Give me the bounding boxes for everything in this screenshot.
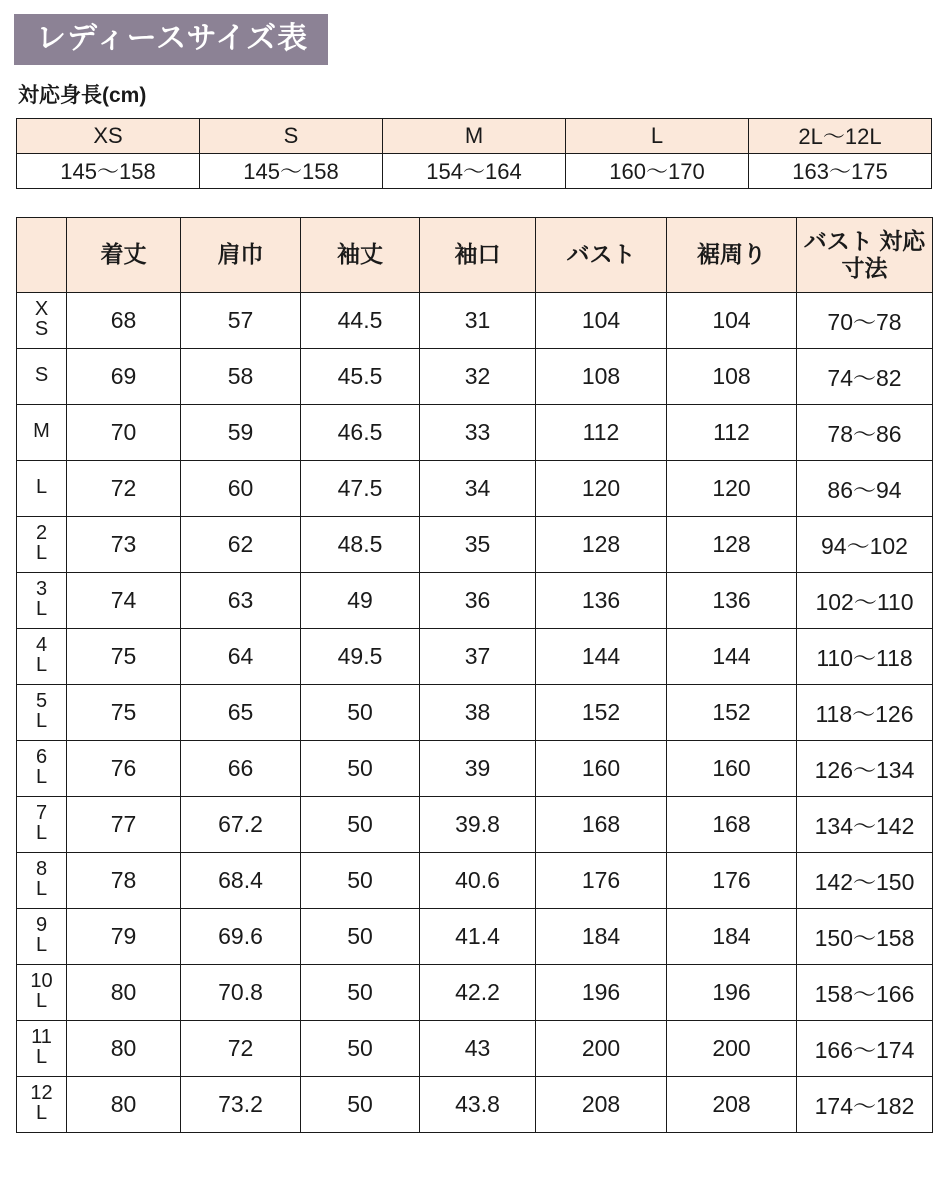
- height-range-s: 145〜158: [200, 153, 383, 188]
- section-spacer: [14, 189, 930, 217]
- row-header-size-line1: 11: [31, 1026, 52, 1049]
- table-cell: 75: [67, 628, 181, 684]
- height-range-xs: 145〜158: [17, 153, 200, 188]
- table-cell: 158〜166: [797, 964, 933, 1020]
- table-cell: 46.5: [301, 404, 420, 460]
- table-cell: 48.5: [301, 516, 420, 572]
- table-cell: 50: [301, 684, 420, 740]
- table-cell: 108: [536, 348, 667, 404]
- table-cell: 176: [667, 852, 797, 908]
- measurement-corner-cell: [17, 217, 67, 292]
- table-cell: 176: [536, 852, 667, 908]
- column-header-susomawari: 裾周り: [667, 217, 797, 292]
- row-header-size-line2: L: [35, 654, 48, 676]
- row-header-size-line2: L: [35, 710, 48, 732]
- table-cell: 78: [67, 852, 181, 908]
- table-row: [17, 628, 933, 684]
- table-cell: 144: [667, 628, 797, 684]
- table-cell: 174〜182: [797, 1076, 933, 1132]
- table-cell: 74: [67, 572, 181, 628]
- table-cell: 39: [420, 740, 536, 796]
- table-row: [17, 572, 933, 628]
- table-cell: 102〜110: [797, 572, 933, 628]
- table-cell: 50: [301, 740, 420, 796]
- table-row: [17, 796, 933, 852]
- table-cell: 50: [301, 796, 420, 852]
- table-row: [17, 460, 933, 516]
- table-cell: 160: [536, 740, 667, 796]
- row-header-size-line1: 6: [35, 746, 48, 769]
- height-table-header-row: [17, 118, 932, 153]
- table-cell: 76: [67, 740, 181, 796]
- row-header-size-line2: L: [35, 1102, 48, 1124]
- table-cell: 43: [420, 1020, 536, 1076]
- table-cell: 128: [667, 516, 797, 572]
- height-size-s: S: [200, 118, 383, 153]
- row-header-size-line2: L: [35, 1046, 48, 1068]
- column-header-sodeguchi: 袖口: [420, 217, 536, 292]
- table-cell: 104: [536, 292, 667, 348]
- row-header-size: [17, 628, 67, 684]
- table-cell: 184: [536, 908, 667, 964]
- table-cell: 77: [67, 796, 181, 852]
- table-row: [17, 404, 933, 460]
- height-size-l: L: [566, 118, 749, 153]
- table-cell: 67.2: [181, 796, 301, 852]
- row-header-size-line2: L: [35, 766, 48, 788]
- row-header-size: [17, 684, 67, 740]
- table-cell: 166〜174: [797, 1020, 933, 1076]
- row-header-size: [17, 572, 67, 628]
- table-cell: 136: [667, 572, 797, 628]
- row-header-size: [17, 404, 67, 460]
- table-cell: 80: [67, 1020, 181, 1076]
- table-cell: 72: [181, 1020, 301, 1076]
- table-cell: 70: [67, 404, 181, 460]
- table-row: [17, 1020, 933, 1076]
- table-cell: 168: [667, 796, 797, 852]
- table-cell: 120: [536, 460, 667, 516]
- table-cell: 208: [536, 1076, 667, 1132]
- table-cell: 50: [301, 1020, 420, 1076]
- table-cell: 38: [420, 684, 536, 740]
- measurement-table-body: [17, 292, 933, 1132]
- table-row: [17, 516, 933, 572]
- row-header-size: [17, 292, 67, 348]
- table-cell: 59: [181, 404, 301, 460]
- table-row: [17, 908, 933, 964]
- row-header-size: [17, 348, 67, 404]
- column-header-katahaba: 肩巾: [181, 217, 301, 292]
- table-cell: 72: [67, 460, 181, 516]
- table-cell: 168: [536, 796, 667, 852]
- table-cell: 40.6: [420, 852, 536, 908]
- table-row: [17, 292, 933, 348]
- table-cell: 32: [420, 348, 536, 404]
- table-cell: 152: [536, 684, 667, 740]
- table-cell: 50: [301, 908, 420, 964]
- column-header-bust-taiou: [797, 217, 933, 292]
- table-cell: 134〜142: [797, 796, 933, 852]
- row-header-size: [17, 516, 67, 572]
- table-cell: 144: [536, 628, 667, 684]
- table-cell: 104: [667, 292, 797, 348]
- table-cell: 108: [667, 348, 797, 404]
- row-header-size-line1: 5: [35, 690, 48, 713]
- table-cell: 128: [536, 516, 667, 572]
- table-cell: 60: [181, 460, 301, 516]
- row-header-size-line2: L: [35, 990, 48, 1012]
- table-cell: 49.5: [301, 628, 420, 684]
- table-row: [17, 684, 933, 740]
- page-title: レディースサイズ表: [14, 14, 328, 65]
- row-header-size: [17, 796, 67, 852]
- height-size-xs: XS: [17, 118, 200, 153]
- table-cell: 41.4: [420, 908, 536, 964]
- table-cell: 64: [181, 628, 301, 684]
- table-row: [17, 852, 933, 908]
- table-cell: 65: [181, 684, 301, 740]
- row-header-size-line1: 7: [35, 802, 48, 825]
- table-cell: 136: [536, 572, 667, 628]
- table-cell: 75: [67, 684, 181, 740]
- table-cell: 184: [667, 908, 797, 964]
- table-cell: 45.5: [301, 348, 420, 404]
- row-header-size-line2: L: [35, 822, 48, 844]
- height-size-2l-12l: 2L〜12L: [749, 118, 932, 153]
- column-header-kitake: 着丈: [67, 217, 181, 292]
- height-size-m: M: [383, 118, 566, 153]
- table-cell: 208: [667, 1076, 797, 1132]
- table-cell: 63: [181, 572, 301, 628]
- row-header-size-line2: S: [34, 318, 49, 340]
- table-cell: 160: [667, 740, 797, 796]
- table-cell: 200: [667, 1020, 797, 1076]
- table-cell: 196: [536, 964, 667, 1020]
- table-cell: 110〜118: [797, 628, 933, 684]
- measurement-table: [16, 217, 933, 1133]
- table-cell: 78〜86: [797, 404, 933, 460]
- table-cell: 69.6: [181, 908, 301, 964]
- row-header-size-line1: 2: [35, 522, 48, 545]
- row-header-size-line1: L: [35, 476, 48, 499]
- table-row: [17, 1076, 933, 1132]
- table-cell: 36: [420, 572, 536, 628]
- row-header-size: [17, 1076, 67, 1132]
- table-cell: 73.2: [181, 1076, 301, 1132]
- table-cell: 62: [181, 516, 301, 572]
- table-cell: 47.5: [301, 460, 420, 516]
- table-cell: 73: [67, 516, 181, 572]
- table-cell: 39.8: [420, 796, 536, 852]
- table-cell: 70.8: [181, 964, 301, 1020]
- table-cell: 33: [420, 404, 536, 460]
- table-cell: 42.2: [420, 964, 536, 1020]
- table-cell: 70〜78: [797, 292, 933, 348]
- table-row: [17, 964, 933, 1020]
- height-range-m: 154〜164: [383, 153, 566, 188]
- height-range-2l-12l: 163〜175: [749, 153, 932, 188]
- row-header-size-line2: L: [35, 598, 48, 620]
- row-header-size-line1: 10: [30, 970, 53, 993]
- table-cell: 80: [67, 1076, 181, 1132]
- table-cell: 50: [301, 1076, 420, 1132]
- table-cell: 118〜126: [797, 684, 933, 740]
- table-cell: 68.4: [181, 852, 301, 908]
- column-header-bust: バスト: [536, 217, 667, 292]
- column-header-bust-taiou-line2: 対応寸法: [841, 228, 926, 281]
- table-cell: 150〜158: [797, 908, 933, 964]
- row-header-size-line2: L: [35, 878, 48, 900]
- table-cell: 50: [301, 964, 420, 1020]
- table-cell: 152: [667, 684, 797, 740]
- table-cell: 68: [67, 292, 181, 348]
- table-cell: 43.8: [420, 1076, 536, 1132]
- table-cell: 37: [420, 628, 536, 684]
- row-header-size-line1: S: [34, 364, 49, 387]
- table-cell: 35: [420, 516, 536, 572]
- measurement-header-row: [17, 217, 933, 292]
- table-cell: 112: [536, 404, 667, 460]
- row-header-size-line1: 4: [35, 634, 48, 657]
- table-cell: 112: [667, 404, 797, 460]
- table-row: [17, 348, 933, 404]
- table-cell: 142〜150: [797, 852, 933, 908]
- table-cell: 79: [67, 908, 181, 964]
- row-header-size: [17, 740, 67, 796]
- table-cell: 57: [181, 292, 301, 348]
- table-cell: 44.5: [301, 292, 420, 348]
- row-header-size-line1: X: [34, 298, 49, 321]
- column-header-sodetake: 袖丈: [301, 217, 420, 292]
- table-cell: 200: [536, 1020, 667, 1076]
- row-header-size: [17, 852, 67, 908]
- table-cell: 34: [420, 460, 536, 516]
- row-header-size: [17, 908, 67, 964]
- row-header-size: [17, 1020, 67, 1076]
- height-table: [16, 118, 932, 189]
- table-cell: 31: [420, 292, 536, 348]
- table-cell: 58: [181, 348, 301, 404]
- table-cell: 80: [67, 964, 181, 1020]
- table-cell: 196: [667, 964, 797, 1020]
- table-cell: 49: [301, 572, 420, 628]
- row-header-size-line2: L: [35, 542, 48, 564]
- row-header-size-line1: 12: [30, 1082, 53, 1105]
- column-header-bust-taiou-line1: バスト: [803, 228, 873, 255]
- row-header-size: [17, 964, 67, 1020]
- table-cell: 126〜134: [797, 740, 933, 796]
- height-range-l: 160〜170: [566, 153, 749, 188]
- table-cell: 120: [667, 460, 797, 516]
- row-header-size: [17, 460, 67, 516]
- table-row: [17, 740, 933, 796]
- row-header-size-line1: 3: [35, 578, 48, 601]
- table-cell: 66: [181, 740, 301, 796]
- table-cell: 74〜82: [797, 348, 933, 404]
- height-table-row: [17, 153, 932, 188]
- table-cell: 69: [67, 348, 181, 404]
- table-cell: 86〜94: [797, 460, 933, 516]
- row-header-size-line2: L: [35, 934, 48, 956]
- table-cell: 50: [301, 852, 420, 908]
- row-header-size-line1: M: [33, 420, 50, 443]
- row-header-size-line1: 8: [35, 858, 48, 881]
- height-section-label: 対応身長(cm): [18, 83, 147, 107]
- row-header-size-line1: 9: [35, 914, 48, 937]
- table-cell: 94〜102: [797, 516, 933, 572]
